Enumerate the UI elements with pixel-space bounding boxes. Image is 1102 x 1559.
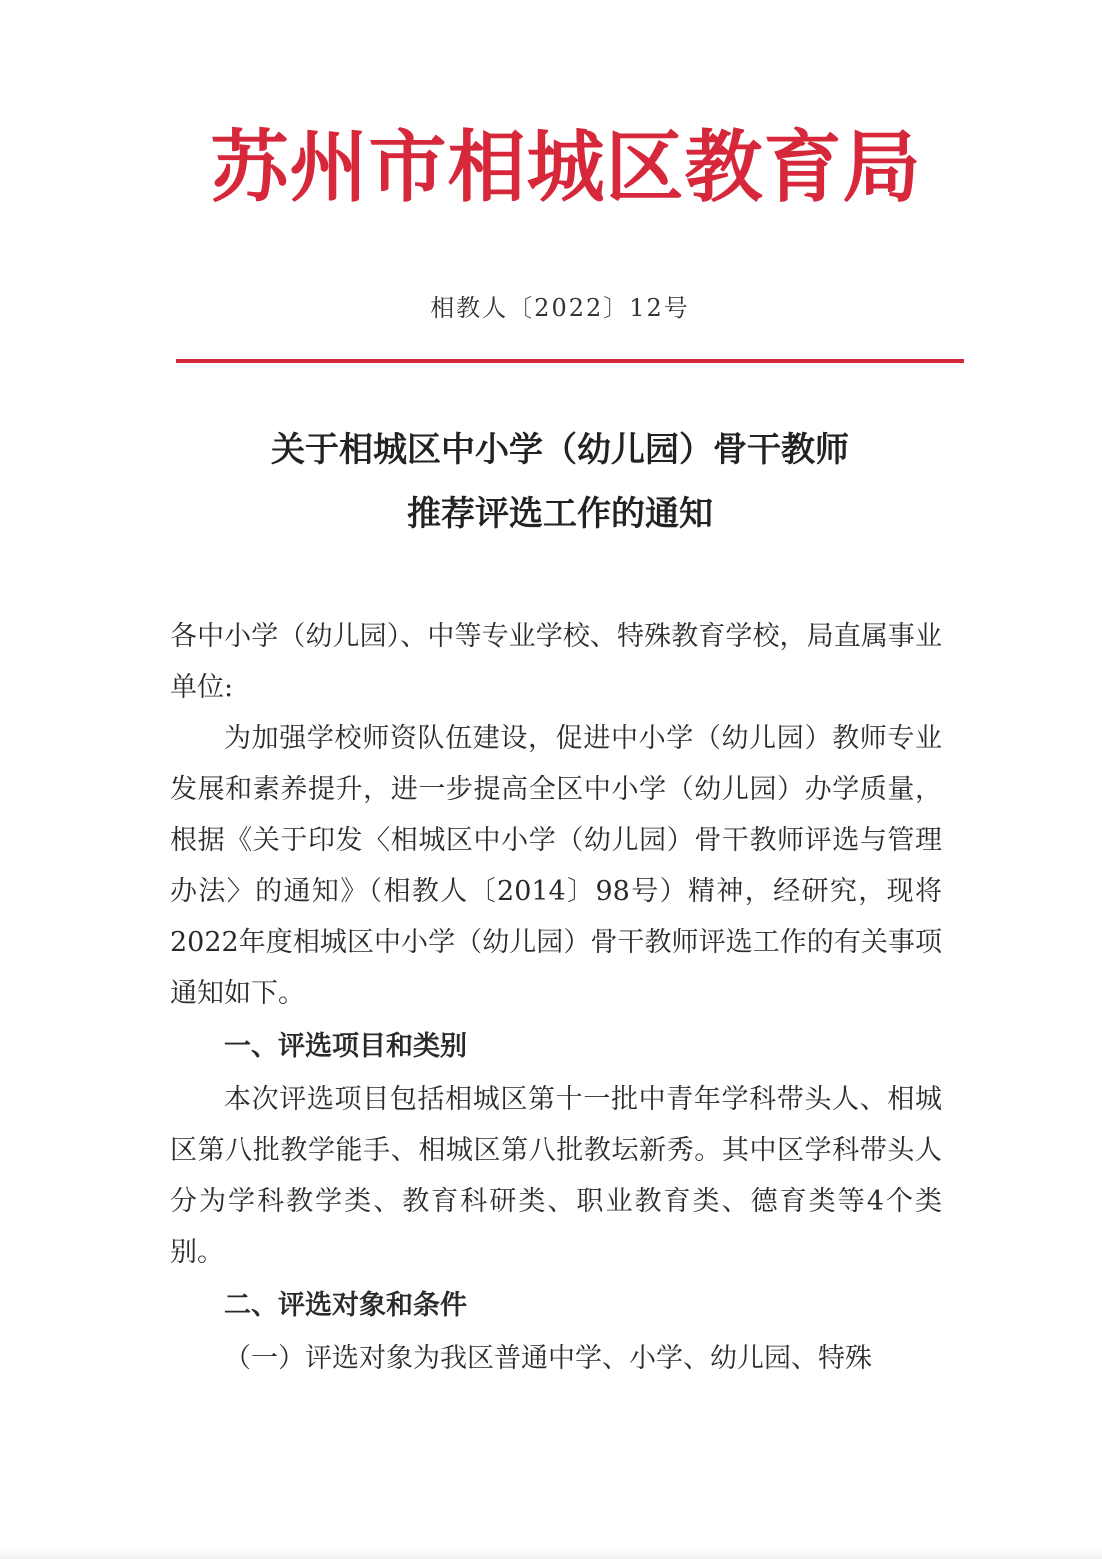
section-1-heading: 一、评选项目和类别	[224, 1031, 467, 1062]
document-number: 相教人〔2022〕12号	[430, 294, 690, 322]
notice-body	[170, 611, 942, 1384]
section-1-paragraph: 本次评选项目包括相城区第十一批中青年学科带头人、相城区第八批教学能手、相城区第八批教坛新秀。其中区学科带头人分为学科教学类、教育科研类、职业教育类、德育类等4个类别。	[170, 1084, 942, 1268]
addressee-paragraph: 各中小学（幼儿园）、中等专业学校、特殊教育学校，局直属事业单位:	[170, 621, 942, 703]
red-divider-line	[176, 359, 964, 363]
section-2-item-1: （一）评选对象为我区普通中学、小学、幼儿园、特殊	[224, 1343, 872, 1374]
intro-paragraph: 为加强学校师资队伍建设，促进中小学（幼儿园）教师专业发展和素养提升，进一步提高全区中小学（幼儿园）办学质量，根据《关于印发〈相城区中小学（幼儿园）骨干教师评选与管理办法〉的通知》（相教人〔2014〕98号）精神，经研究，现将2022年度相城区中小学（幼儿园）骨干教师评选工作的有关事项通知如下。	[170, 723, 942, 1009]
notice-title	[170, 418, 950, 546]
issuer-header-title: 苏州市相城区教育局	[210, 123, 922, 213]
notice-title-line-1: 关于相城区中小学（幼儿园）骨干教师	[271, 430, 849, 470]
scan-bottom-edge	[0, 1549, 1102, 1559]
notice-title-line-2: 推荐评选工作的通知	[407, 494, 713, 534]
section-2-heading: 二、评选对象和条件	[224, 1290, 467, 1321]
